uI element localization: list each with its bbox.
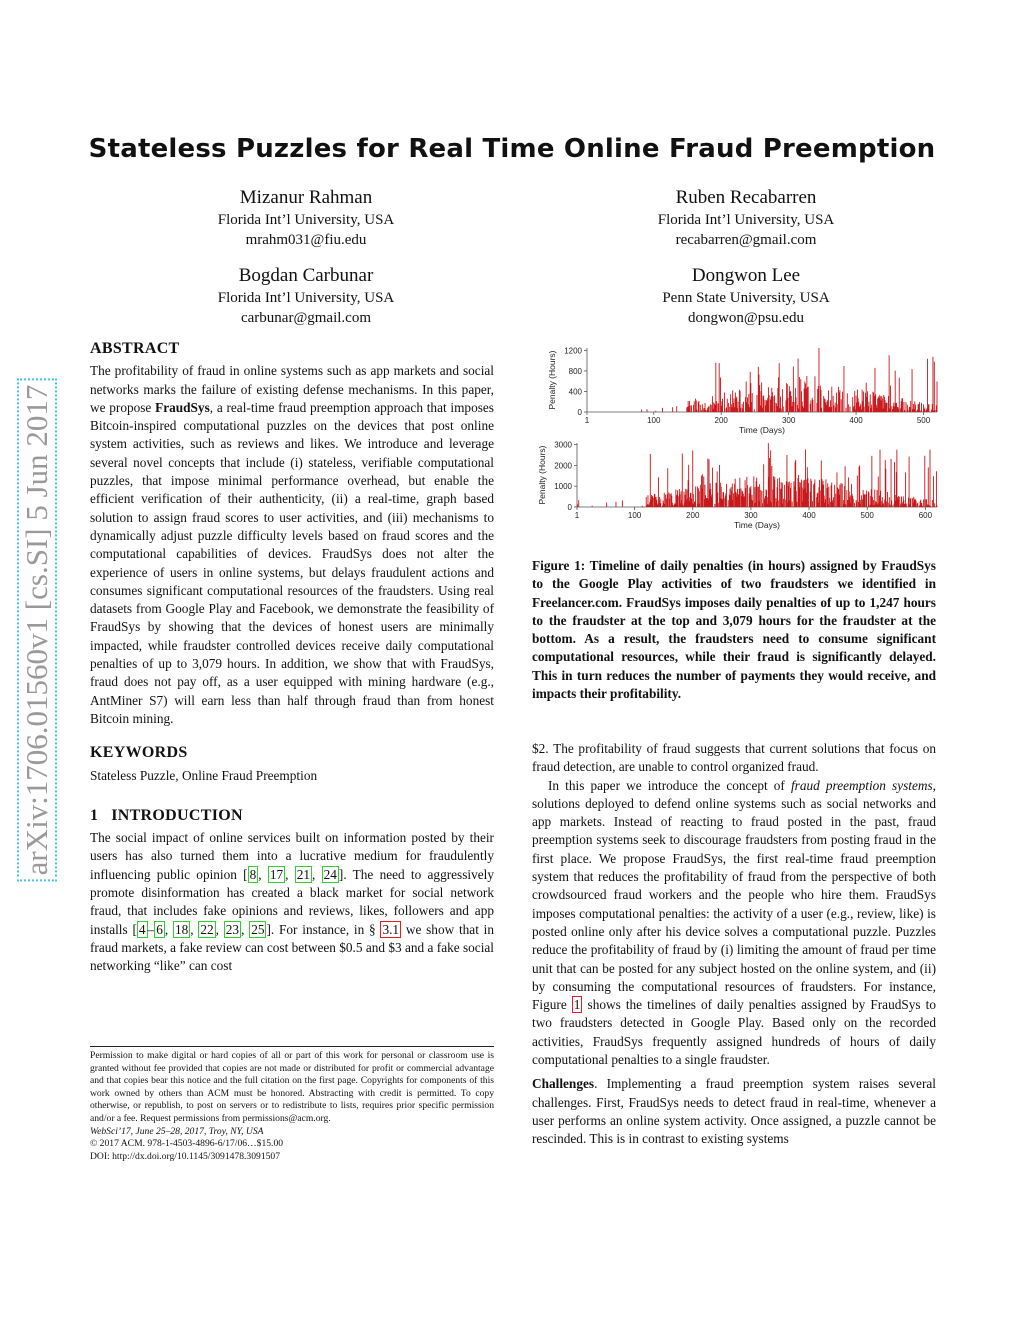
y-tick-label: 1200 bbox=[564, 346, 582, 356]
author-name: Ruben Recabarren bbox=[675, 187, 817, 208]
section-link[interactable]: 3.1 bbox=[382, 921, 400, 937]
right-paragraph: $2. The profitability of fraud suggests that current solutions that focus on fraud detection, are unable to control organized fraud. bbox=[532, 741, 936, 775]
y-tick-label: 1000 bbox=[554, 482, 572, 492]
author-email: recabarren@gmail.com bbox=[675, 232, 817, 248]
paper-title: Stateless Puzzles for Real Time Online Fraud Preemption bbox=[88, 134, 936, 164]
x-tick-label: 100 bbox=[627, 511, 642, 520]
system-name: FraudSys bbox=[155, 399, 210, 415]
footnote-rule bbox=[90, 1046, 494, 1047]
x-tick-label: 400 bbox=[849, 416, 863, 425]
x-tick-label: 400 bbox=[802, 511, 816, 520]
copyright: © 2017 ACM. 978-1-4503-4896-6/17/06…$15.00 bbox=[90, 1138, 284, 1150]
permission-notice: Permission to make digital or hard copies of all or part of this work for personal or classroom use is granted without fee provided that copies are not made or distributed for profit or commercial advantage and that copies bear this notice and the full citation on the first page. Copyrights for components of this work owned by others than ACM must be honored. Abstracting with credit is permitted. To copy otherwise, or republish, to post on servers or to redistribute to lists, requires prior specific permission and/or a fee. Request permissions from permissions@acm.org. bbox=[90, 1050, 494, 1124]
author-affiliation: Florida Int’l University, USA bbox=[217, 212, 395, 228]
x-tick-label: 1 bbox=[574, 511, 580, 520]
x-tick-label: 500 bbox=[916, 416, 931, 425]
footnote bbox=[90, 1050, 494, 1163]
keywords-heading: KEYWORDS bbox=[90, 744, 188, 762]
figure-1 bbox=[532, 340, 942, 540]
intro-heading: 1 INTRODUCTION bbox=[90, 806, 243, 824]
x-axis-label: Time (Days) bbox=[739, 425, 785, 435]
y-axis-label: Penalty (Hours) bbox=[547, 350, 557, 410]
venue: WebSci’17, June 25–28, 2017, Troy, NY, USA bbox=[90, 1125, 264, 1137]
citation-link[interactable]: 6 bbox=[156, 921, 163, 937]
x-tick-label: 200 bbox=[714, 416, 728, 425]
x-tick-label: 1 bbox=[584, 416, 590, 425]
author-email: dongwon@psu.edu bbox=[688, 310, 804, 326]
citation-link[interactable]: 25 bbox=[251, 921, 265, 937]
doi: DOI: http://dx.doi.org/10.1145/3091478.3091507 bbox=[90, 1150, 281, 1162]
abstract-text-part: The profitability of fraud in online systems such as app markets and social networks marks the failure of existing defense mechanisms. In this paper, we propose bbox=[90, 363, 494, 415]
intro-text: ]. The need to aggressively promote disinformation has created a black market for social network fraud, that includes fake opinions and reviews, likes, followers and app installs [ bbox=[90, 866, 494, 937]
abstract-heading: ABSTRACT bbox=[90, 340, 180, 357]
intro-text: ]. For instance, in § bbox=[266, 921, 381, 937]
y-axis-label: Penalty (Hours) bbox=[537, 445, 547, 505]
para-text: In this paper we introduce the concept of bbox=[548, 777, 791, 793]
x-tick-label: 100 bbox=[647, 416, 661, 425]
para-text: . Implementing a fraud preemption system raises several challenges. First, FraudSys needs to detect fraud in real-time, whenever a user performs an online system activity. Once assigned, a puzzle cannot be rescinded. This is in contrast to existing systems bbox=[532, 1076, 936, 1147]
para-text: , solutions deployed to defend online systems such as social networks and app markets. Instead of reacting to fraud posted in the past, fraud preemption systems seek to discourage fraudsters from posting fraud in the first place. We propose FraudSys, the first real-time fraud preemption system that reduces the profitability of fraud from the perspective of both crowdsourced fraud workers and the people who hire them. FraudSys imposes computational penalties: the activity of a user (e.g., review, like) is posted online only after his device solves a computational puzzle. Puzzles reduce the profitability of fraud by (i) limiting the amount of fraud per time unit that can be posted for any subject hosted on the online system, and (ii) by consuming the computational resources of fraudsters. For instance, Figure bbox=[532, 777, 936, 1013]
citation-link[interactable]: 23 bbox=[225, 921, 240, 937]
citation-link[interactable]: 4 bbox=[138, 921, 146, 937]
author-name: Mizanur Rahman bbox=[239, 187, 373, 208]
emphasis: fraud preemption systems bbox=[790, 777, 933, 793]
y-tick-label: 800 bbox=[568, 366, 582, 376]
x-tick-label: 300 bbox=[744, 511, 758, 520]
author-email: mrahm031@fiu.edu bbox=[245, 232, 367, 248]
challenges-paragraph bbox=[532, 1075, 936, 1148]
left-column bbox=[90, 340, 494, 976]
author-email: carbunar@gmail.com bbox=[240, 310, 371, 326]
author-name: Dongwon Lee bbox=[691, 265, 801, 286]
abstract-text bbox=[90, 362, 494, 728]
author-name: Bogdan Carbunar bbox=[238, 265, 374, 286]
para-text: shows the timelines of daily penalties assigned by FraudSys to two fraudsters detected in Google Play. Based only on the recorded activities, FraudSys frequently assigned hundreds of hours of daily computational penalties to a single fraudster. bbox=[532, 997, 937, 1068]
right-column bbox=[532, 740, 936, 1149]
y-tick-label: 2000 bbox=[554, 461, 572, 471]
author-affiliation: Florida Int’l University, USA bbox=[217, 290, 395, 306]
x-tick-label: 600 bbox=[918, 511, 933, 520]
citation-link[interactable]: 24 bbox=[323, 866, 337, 882]
intro-text: The social impact of online services built on information posted by their users has also turned them into a lucrative medium for fraudulently influencing public opinion [ bbox=[90, 830, 494, 882]
intro-paragraph: The social impact of online services built on information posted by their users has also turned them into a lucrative medium for fraudulently influencing public opinion [ 8 , 17 , 21 , 24 ]. The need to aggressively promote disinformation has created a black market for social network fraud, that includes fake opinions and reviews, likes, followers and app installs [ 4 – 6 , 18 , 22 , 23 , 25 ]. For instance, in § 3.1 we show that in fraud markets, a fake review can cost between $0.5 and $3 and a fake social networking “like” can cost bbox=[90, 830, 495, 974]
y-tick-label: 0 bbox=[567, 503, 572, 512]
figure-caption: Figure 1: Timeline of daily penalties (in hours) assigned by FraudSys to the Google Play activities of two fraudsters we identified in Freelancer.com. FraudSys imposes daily penalties of up to 1,247 hours to the fraudster at the top and 3,079 hours for the fraudster at the bottom. As a result, the fraudsters need to consume significant computational resources, while their fraud is significantly delayed. This in turn reduces the number of payments they would receive, and impacts their profitability. bbox=[532, 558, 936, 702]
author-block bbox=[126, 186, 486, 250]
author-affiliation: Penn State University, USA bbox=[662, 290, 830, 306]
penalty-charts bbox=[532, 340, 942, 540]
author-block bbox=[566, 186, 926, 250]
right-paragraph bbox=[532, 777, 936, 1070]
arxiv-id: arXiv:1706.01560v1 [cs.SI] 5 Jun 2017 bbox=[17, 379, 57, 882]
x-axis-label: Time (Days) bbox=[734, 520, 780, 530]
challenges-heading: Challenges bbox=[532, 1076, 595, 1092]
x-tick-label: 200 bbox=[686, 511, 700, 520]
author-affiliation: Florida Int’l University, USA bbox=[657, 212, 835, 228]
citation-link[interactable]: 18 bbox=[174, 921, 189, 937]
author-block bbox=[126, 264, 486, 328]
citation-link[interactable]: 8 bbox=[249, 866, 257, 882]
keywords-text: Stateless Puzzle, Online Fraud Preemption bbox=[90, 767, 318, 783]
x-tick-label: 500 bbox=[860, 511, 874, 520]
y-tick-label: 400 bbox=[568, 387, 582, 397]
y-tick-label: 3000 bbox=[554, 440, 572, 450]
figure-link[interactable]: 1 bbox=[573, 997, 581, 1013]
author-block bbox=[566, 264, 926, 328]
y-tick-label: 0 bbox=[577, 408, 582, 417]
citation-link[interactable]: 17 bbox=[269, 866, 284, 882]
intro-text: we show that in fraud markets, a fake review can cost between $0.5 and $3 and a fake social networking “like” can cost bbox=[90, 921, 495, 974]
citation-link[interactable]: 21 bbox=[296, 866, 311, 882]
citation-link[interactable]: 22 bbox=[200, 921, 214, 937]
arxiv-stamp bbox=[12, 350, 62, 910]
abstract-text-part: , a real-time fraud preemption approach that imposes Bitcoin-inspired computational puzzles on the devices that post online system activities, such as reviews and likes. We introduce and leverage several novel concepts that include (i) stateless, verifiable computational puzzles, that impose minimal performance overhead, but enable the efficient verification of their authenticity, (ii) a real-time, graph based solution to assign fraud scores to user activities, and (iii) mechanisms to dynamically adjust puzzle difficulty levels based on fraud scores and the computational capabilities of devices. FraudSys does not alter the experience of users in online systems, but delays fraudulent actions and consumes significant computational resources of the fraudsters. Using real datasets from Google Play and Facebook, we demonstrate the feasibility of FraudSys by showing that the devices of honest users are minimally impacted, while fraudster controlled devices receive daily computational penalties of up to 3,079 hours. In addition, we show that with FraudSys, fraud does not pay off, as a user equipped with mining hardware (e.g., AntMiner S7) will earn less than half through fraud than from honest Bitcoin mining. bbox=[90, 399, 494, 726]
x-tick-label: 300 bbox=[781, 416, 796, 425]
